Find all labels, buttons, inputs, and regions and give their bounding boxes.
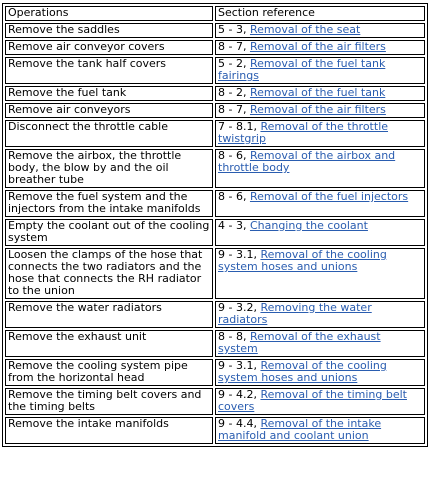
table-row [5,103,425,118]
section-number: 9 - 3.1, [218,248,261,261]
operation-cell: Remove the exhaust unit [5,330,213,357]
section-number: 7 - 8.1, [218,120,261,133]
section-number: 8 - 6, [218,190,250,203]
section-link[interactable]: Removal of the air filters [249,103,386,116]
section-reference-cell [215,248,425,299]
operation-cell: Remove the timing belt covers and the timing belts [5,388,213,415]
section-number: 5 - 2, [218,57,250,70]
section-reference-cell [215,149,425,188]
section-number: 8 - 8, [218,330,250,343]
operation-cell: Loosen the clamps of the hose that connects the two radiators and the hose that connects the RH radiator to the union [5,248,213,299]
table-row [5,23,425,38]
section-link[interactable]: Changing the coolant [249,219,368,232]
section-link[interactable]: Removal of the air filters [249,40,386,53]
operation-cell: Remove the fuel system and the injectors from the intake manifolds [5,190,213,217]
section-reference-cell [215,120,425,147]
section-number: 9 - 3.2, [218,301,261,314]
section-link[interactable]: Removal of the airbox and throttle body [218,149,396,174]
section-link[interactable]: Removal of the fuel injectors [249,190,409,203]
section-reference-cell [215,23,425,38]
section-link[interactable]: Removal of the throttle twistgrip [218,120,389,145]
table-row [5,330,425,357]
table-row [5,359,425,386]
table-row [5,149,425,188]
table-row [5,417,425,444]
operation-cell: Remove air conveyor covers [5,40,213,55]
section-number: 4 - 3, [218,219,250,232]
header-row [5,6,425,21]
section-reference-cell [215,86,425,101]
section-number: 8 - 7, [218,103,250,116]
table-row [5,388,425,415]
header-section-reference: Section reference [215,6,425,21]
section-reference-cell [215,219,425,246]
section-number: 8 - 2, [218,86,250,99]
section-link[interactable]: Removal of the cooling system hoses and unions [218,359,387,384]
section-reference-cell [215,301,425,328]
section-reference-cell [215,40,425,55]
table-row [5,57,425,84]
section-number: 9 - 4.4, [218,417,261,430]
section-number: 5 - 3, [218,23,250,36]
section-reference-cell [215,103,425,118]
section-reference-cell [215,388,425,415]
operation-cell: Remove the cooling system pipe from the horizontal head [5,359,213,386]
operations-table [2,3,428,447]
operation-cell: Remove the saddles [5,23,213,38]
section-link[interactable]: Removal of the timing belt covers [218,388,407,413]
operation-cell: Remove air conveyors [5,103,213,118]
operation-cell: Empty the coolant out of the cooling system [5,219,213,246]
section-reference-cell [215,190,425,217]
operation-cell: Remove the water radiators [5,301,213,328]
section-number: 8 - 7, [218,40,250,53]
table-row [5,190,425,217]
operation-cell: Remove the tank half covers [5,57,213,84]
table-row [5,86,425,101]
section-reference-cell [215,417,425,444]
section-reference-cell [215,57,425,84]
section-link[interactable]: Removing the water radiators [218,301,372,326]
section-link[interactable]: Removal of the cooling system hoses and unions [218,248,387,273]
section-link[interactable]: Removal of the fuel tank fairings [218,57,386,82]
section-reference-cell [215,359,425,386]
section-link[interactable]: Removal of the fuel tank [249,86,386,99]
table-row [5,40,425,55]
section-number: 8 - 6, [218,149,250,162]
table-body [5,23,425,444]
section-link[interactable]: Removal of the intake manifold and coolant union [218,417,382,442]
operation-cell: Disconnect the throttle cable [5,120,213,147]
section-number: 9 - 4.2, [218,388,261,401]
operation-cell: Remove the fuel tank [5,86,213,101]
table-row [5,219,425,246]
header-operations: Operations [5,6,213,21]
operation-cell: Remove the airbox, the throttle body, the blow by and the oil breather tube [5,149,213,188]
table-row [5,248,425,299]
table-row [5,120,425,147]
table-row [5,301,425,328]
section-link[interactable]: Removal of the exhaust system [218,330,381,355]
section-reference-cell [215,330,425,357]
section-link[interactable]: Removal of the seat [249,23,361,36]
operation-cell: Remove the intake manifolds [5,417,213,444]
section-number: 9 - 3.1, [218,359,261,372]
